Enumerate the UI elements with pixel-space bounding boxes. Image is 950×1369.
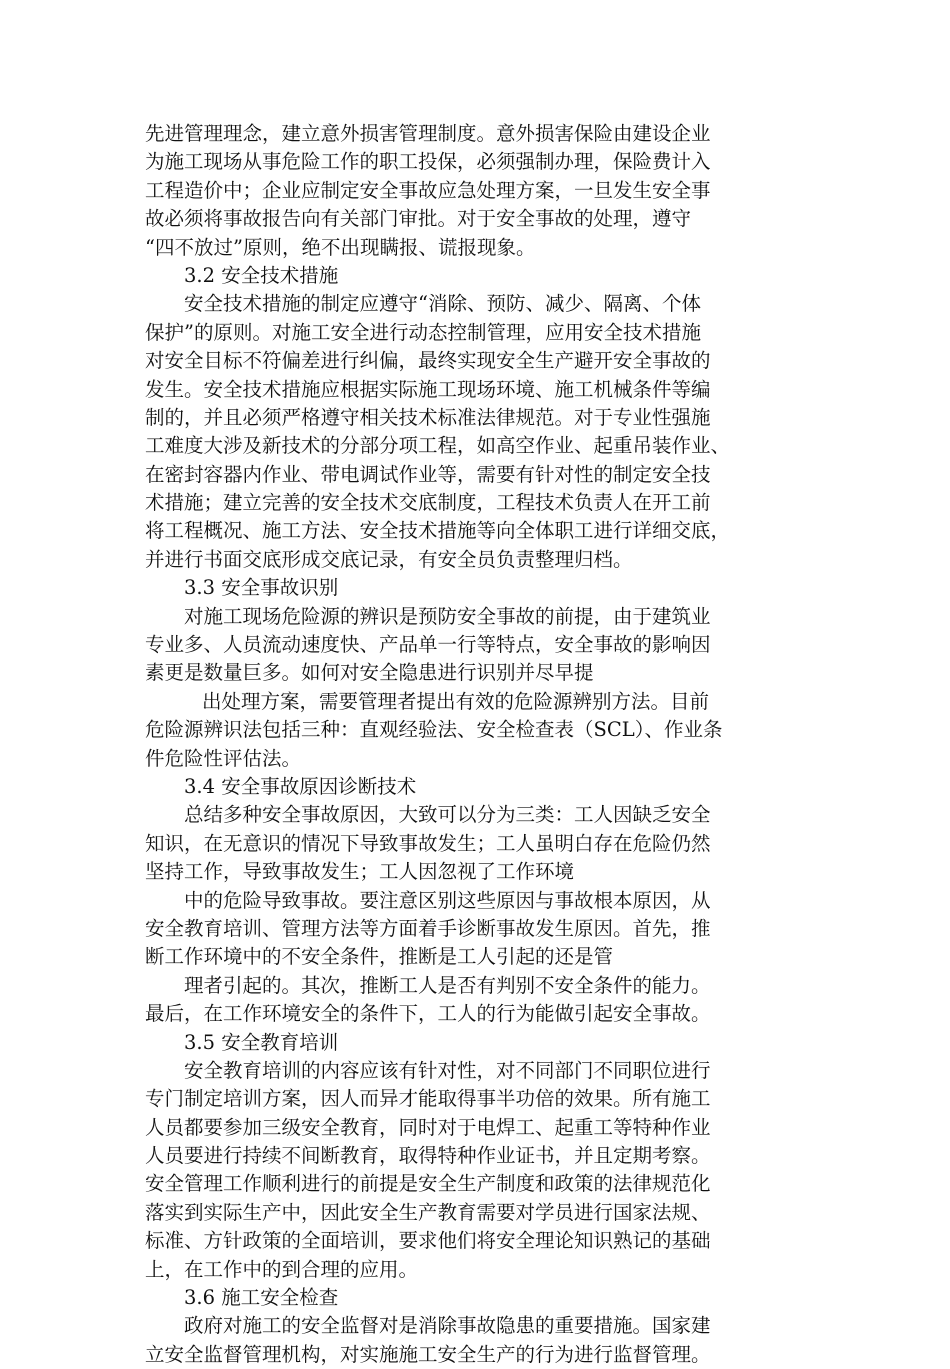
text-line: 安全管理工作顺利进行的前提是安全生产制度和政策的法律规范化 [145,1172,711,1196]
text-line: 上，在工作中的到合理的应用。 [145,1257,419,1281]
text-line: 制的，并且必须严格遵守相关技术标准法律规范。对于专业性强施 [145,405,711,429]
text-line: 断工作环境中的不安全条件，推断是工人引起的还是管 [145,945,614,969]
text-line: 总结多种安全事故原因，大致可以分为三类：工人因缺乏安全 [184,803,711,827]
text-line: 危险源辨识法包括三种：直观经验法、安全检查表（SCL）、作业条 [145,718,723,742]
text-line: 故必须将事故报告向有关部门审批。对于安全事故的处理，遵守 [145,207,692,231]
text-line: 为施工现场从事危险工作的职工投保，必须强制办理，保险费计入 [145,150,711,174]
section-heading: 3.4 安全事故原因诊断技术 [184,774,417,798]
text-line: 素更是数量巨多。如何对安全隐患进行识别并尽早提 [145,661,594,685]
text-line: 将工程概况、施工方法、安全技术措施等向全体职工进行详细交底， [145,519,731,543]
text-line: 理者引起的。其次，推断工人是否有判别不安全条件的能力。 [184,973,711,997]
text-line: 术措施；建立完善的安全技术交底制度，工程技术负责人在开工前 [145,491,711,515]
text-line: 安全教育培训的内容应该有针对性，对不同部门不同职位进行 [184,1058,711,1082]
text-line: 安全教育培训、管理方法等方面着手诊断事故发生原因。首先，推 [145,916,711,940]
document-body [145,120,805,1369]
text-line: 专门制定培训方案，因人而异才能取得事半功倍的效果。所有施工 [145,1087,711,1111]
text-line: 最后，在工作环境安全的条件下，工人的行为能做引起安全事故。 [145,1002,711,1026]
text-line: 知识，在无意识的情况下导致事故发生；工人虽明白存在危险仍然 [145,831,711,855]
text-line: 并进行书面交底形成交底记录，有安全员负责整理归档。 [145,547,633,571]
text-line: 件危险性评估法。 [145,746,302,770]
text-line: 对施工现场危险源的辨识是预防安全事故的前提，由于建筑业 [184,604,711,628]
text-line: 工程造价中；企业应制定安全事故应急处理方案，一旦发生安全事 [145,178,711,202]
text-line: 坚持工作，导致事故发生；工人因忽视了工作环境 [145,860,575,884]
text-line: 落实到实际生产中，因此安全生产教育需要对学员进行国家法规、 [145,1200,711,1224]
text-line: 先进管理理念，建立意外损害管理制度。意外损害保险由建设企业 [145,122,711,145]
text-line: 立安全监督管理机构，对实施施工安全生产的行为进行监督管理。 [145,1342,711,1366]
text-line: 出处理方案，需要管理者提出有效的危险源辨别方法。目前 [202,689,710,713]
text-line: 政府对施工的安全监督对是消除事故隐患的重要措施。国家建 [184,1314,711,1338]
text-line: 在密封容器内作业、带电调试作业等，需要有针对性的制定安全技 [145,462,711,486]
text-line: 人员都要参加三级安全教育，同时对于电焊工、起重工等特种作业 [145,1115,711,1139]
text-line: 标准、方针政策的全面培训，要求他们将安全理论知识熟记的基础 [145,1229,711,1253]
section-heading: 3.3 安全事故识别 [184,576,339,600]
text-line: 保护”的原则。对施工安全进行动态控制管理，应用安全技术措施 [145,320,701,344]
section-heading: 3.6 施工安全检查 [184,1286,339,1310]
text-line: 安全技术措施的制定应遵守“消除、预防、减少、隔离、个体 [184,292,701,316]
text-line: 发生。安全技术措施应根据实际施工现场环境、施工机械条件等编 [145,377,711,401]
text-line: 工难度大涉及新技术的分部分项工程，如高空作业、起重吊装作业、 [145,434,731,458]
text-line: 专业多、人员流动速度快、产品单一行等特点，安全事故的影响因 [145,633,711,657]
text-line: 对安全目标不符偏差进行纠偏，最终实现安全生产避开安全事故的 [145,349,711,373]
text-line: 中的危险导致事故。要注意区别这些原因与事故根本原因，从 [184,888,711,912]
section-heading: 3.5 安全教育培训 [184,1030,339,1054]
text-line: “四不放过”原则，绝不出现瞒报、谎报现象。 [145,235,536,259]
section-heading: 3.2 安全技术措施 [184,263,339,287]
text-line: 人员要进行持续不间断教育，取得特种作业证书，并且定期考察。 [145,1144,711,1168]
